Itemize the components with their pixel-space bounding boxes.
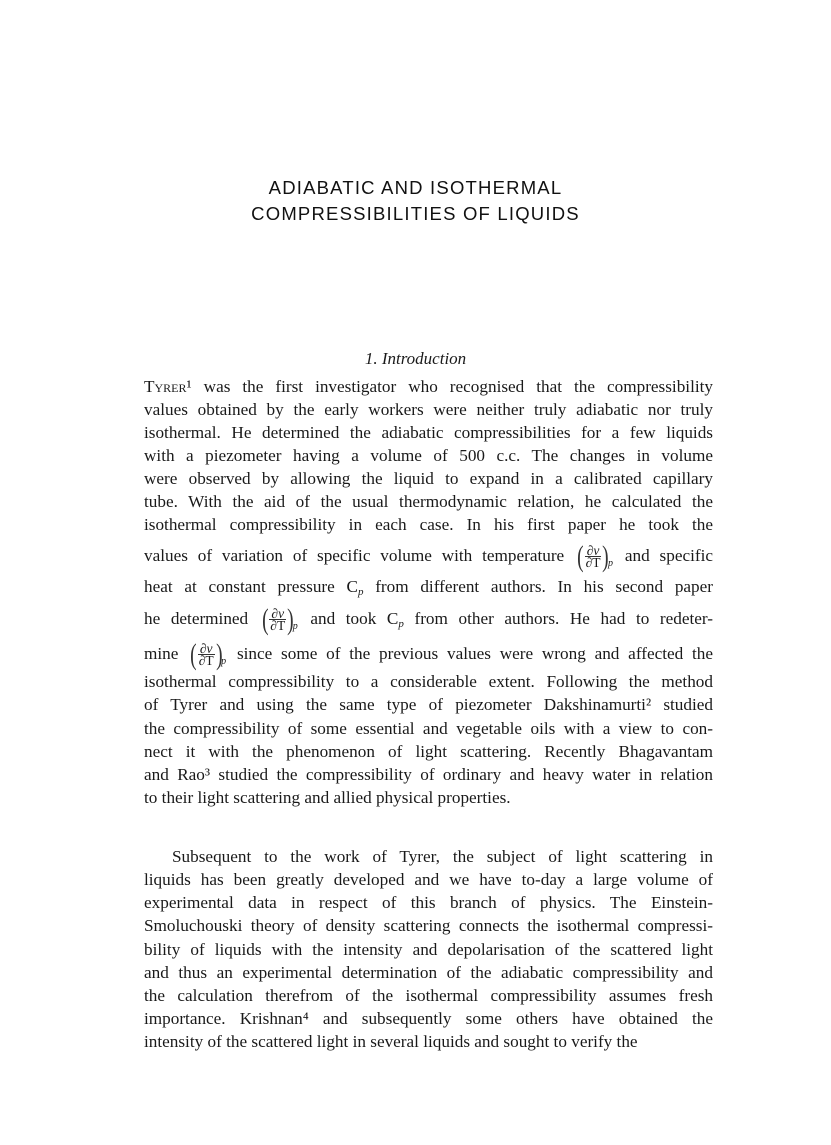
- partial-derivative-formula: [189, 637, 227, 672]
- text-line: the compressibility of some essential and vegetable oils with a view to con-: [144, 719, 713, 738]
- right-paren: ): [287, 602, 294, 637]
- denominator: ∂T: [198, 653, 214, 669]
- text-line: isothermal. He determined the adiabatic compressibilities for a few liquids: [144, 423, 713, 442]
- text-line: isothermal compressibility to a considerable extent. Following the method: [144, 672, 713, 691]
- right-paren: ): [215, 637, 223, 672]
- numerator: ∂v: [199, 641, 213, 657]
- text-line: mine ( $\frac{\partial v}{\partial T}$ ) p since some of the previous values were wrong and affected the: [144, 637, 713, 672]
- right-paren: ): [602, 539, 609, 574]
- text-line: values obtained by the early workers were neither truly adiabatic nor truly: [144, 400, 713, 419]
- left-paren: (: [190, 637, 197, 672]
- text-line: tube. With the aid of the usual thermodynamic relation, he calculated the: [144, 492, 713, 511]
- fraction: [269, 608, 286, 632]
- text-line: liquids has been greatly developed and we have to-day a large volume of: [144, 870, 713, 889]
- left-paren: (: [261, 602, 269, 637]
- fraction: [198, 643, 215, 667]
- text-line: with a piezometer having a volume of 500 c.c. The changes in volume: [144, 446, 713, 465]
- text-line: of Tyrer and using the same type of piezometer Dakshinamurti² studied: [144, 695, 713, 714]
- subscript: p: [221, 656, 227, 668]
- subscript: p: [292, 621, 298, 633]
- fraction: [585, 545, 602, 569]
- subscript: p: [608, 558, 614, 570]
- text-line: Smoluchouski theory of density scattering connects the isothermal compressi-: [144, 916, 713, 935]
- author-name-smallcaps: Tyrer: [144, 377, 187, 396]
- text-line: heat at constant pressure $C_p$ from different authors. In his second paper: [144, 577, 713, 598]
- text-line: values of variation of specific volume with temperature ( $\frac{\partial v}{\partial T}$ ) p and specific: [144, 539, 713, 574]
- denominator: ∂T: [270, 618, 286, 634]
- subscript: p: [398, 618, 404, 630]
- text-line: the calculation therefrom of the isothermal compressibility assumes fresh: [144, 986, 713, 1005]
- paper-title-line-1: ADIABATIC AND ISOTHERMAL: [268, 177, 563, 198]
- text-line: Tyrer¹ was the first investigator who recognised that the compressibility: [144, 377, 713, 396]
- text-line: experimental data in respect of this branch of physics. The Einstein-: [144, 893, 713, 912]
- heat-capacity-symbol: $C_p$: [346, 577, 364, 598]
- left-paren: (: [577, 539, 584, 574]
- section-heading: 1. Introduction: [364, 349, 467, 368]
- heat-capacity-symbol: $C_p$: [386, 609, 404, 630]
- text-line: importance. Krishnan⁴ and subsequently some others have obtained the: [144, 1009, 713, 1028]
- text-line: isothermal compressibility in each case. In his first paper he took the: [144, 515, 713, 534]
- paper-title-line-2: COMPRESSIBILITIES OF LIQUIDS: [251, 203, 580, 224]
- numerator: ∂v: [271, 606, 285, 622]
- subscript: p: [357, 586, 364, 598]
- text-line: intensity of the scattered light in several liquids and sought to verify the: [144, 1032, 638, 1051]
- text-line: to their light scattering and allied physical properties.: [144, 788, 511, 807]
- denominator: ∂T: [585, 555, 601, 571]
- numerator: ∂v: [586, 543, 600, 559]
- partial-derivative-formula: [576, 539, 614, 574]
- text-line: and Rao³ studied the compressibility of ordinary and heavy water in relation: [144, 765, 713, 784]
- text-line: nect it with the phenomenon of light scattering. Recently Bhagavantam: [144, 742, 713, 761]
- text-line: he determined ( $\frac{\partial v}{\partial T}$ ) p and took $C_p$ from other authors. He had to redeter-: [144, 602, 713, 637]
- text-line: and thus an experimental determination of the adiabatic compressibility and: [144, 963, 713, 982]
- text-line: were observed by allowing the liquid to expand in a calibrated capillary: [144, 469, 713, 488]
- text-line: bility of liquids with the intensity and depolarisation of the scattered light: [144, 940, 713, 959]
- partial-derivative-formula: [261, 602, 298, 637]
- text-line: Subsequent to the work of Tyrer, the subject of light scattering in: [172, 847, 713, 866]
